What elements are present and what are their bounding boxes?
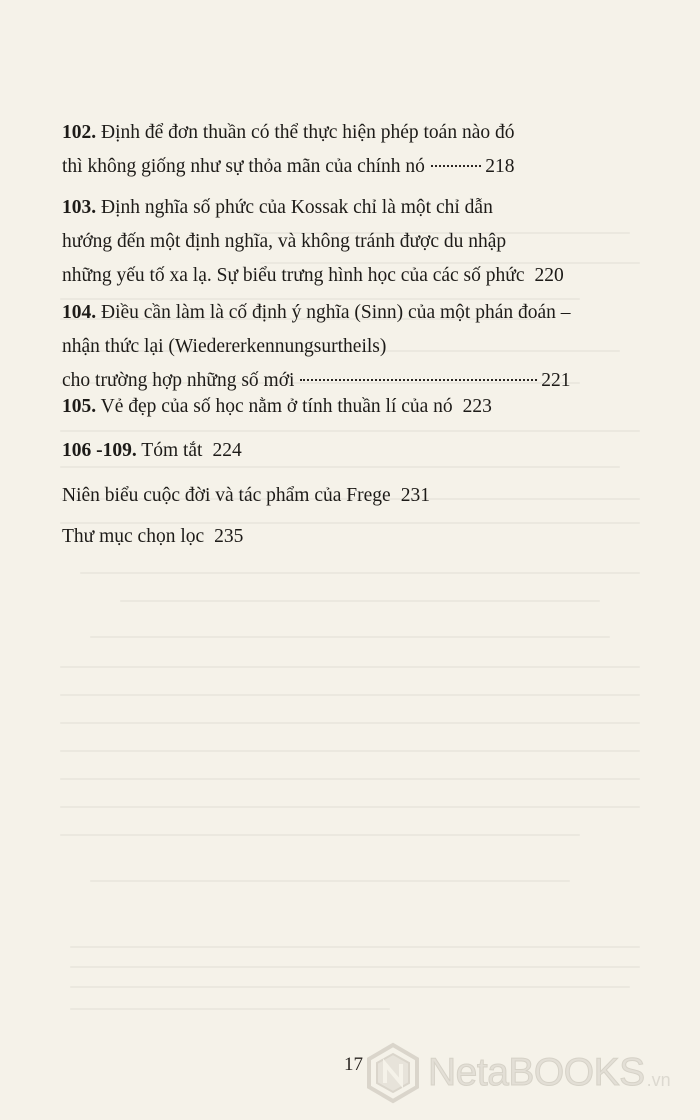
toc-page-number: 223 — [462, 396, 492, 417]
toc-entry-number: 104. — [62, 302, 97, 323]
bleed-through-line — [60, 806, 640, 808]
netabooks-logo-icon — [362, 1042, 424, 1104]
bleed-through-line — [70, 946, 640, 948]
toc-entry-title: thì không giống như sự thỏa mãn của chính nó — [62, 156, 425, 177]
bleed-through-line — [60, 834, 580, 836]
toc-page-number: 220 — [534, 265, 564, 286]
toc-entry-last-line — [62, 259, 564, 293]
toc-entry-line: nhận thức lại (Wiedererkennungsurtheils) — [62, 336, 387, 357]
toc-entry-line — [62, 191, 564, 225]
toc-page-number: 231 — [400, 485, 430, 506]
toc-entry-last-line — [62, 434, 242, 468]
bleed-through-line — [60, 750, 640, 752]
bleed-through-line — [90, 636, 610, 638]
toc-entry-line: hướng đến một định nghĩa, và không tránh được du nhập — [62, 231, 507, 252]
toc-entry-title: Niên biểu cuộc đời và tác phẩm của Frege — [62, 485, 391, 506]
toc-entry-last-line — [62, 520, 243, 554]
toc-entry-number: 103. — [62, 197, 97, 218]
toc-page-number: 218 — [485, 156, 515, 177]
toc-entry-104 — [62, 296, 571, 398]
toc-entry-title: những yếu tố xa lạ. Sự biểu trưng hình học của các số phức — [62, 265, 525, 286]
toc-entry-102 — [62, 116, 515, 184]
toc-page-number: 224 — [212, 440, 242, 461]
toc-entry-number: 106 -109. — [62, 440, 137, 461]
toc-entry-title: Thư mục chọn lọc — [62, 526, 205, 547]
bleed-through-line — [60, 694, 640, 696]
bleed-through-line — [60, 778, 640, 780]
toc-entry-chronology — [62, 479, 430, 513]
bleed-through-line — [80, 572, 640, 574]
toc-page-number: 221 — [541, 370, 571, 391]
watermark-domain: .vn — [646, 1069, 671, 1090]
dot-leader — [300, 379, 537, 381]
toc-entry-last-line — [62, 479, 430, 513]
bleed-through-line — [90, 880, 570, 882]
toc-entry-title: Định nghĩa số phức của Kossak chỉ là một chỉ dẫn — [101, 197, 493, 218]
toc-entry-line — [62, 296, 571, 330]
toc-entry-bibliography — [62, 520, 243, 554]
toc-entry-number: 105. — [62, 396, 97, 417]
bleed-through-line — [60, 722, 640, 724]
bleed-through-line — [60, 430, 640, 432]
toc-page-number: 235 — [214, 526, 244, 547]
bleed-through-line — [70, 1008, 390, 1010]
bleed-through-line — [60, 666, 640, 668]
toc-entry-105 — [62, 390, 492, 424]
toc-entry-number: 102. — [62, 122, 97, 143]
toc-entry-title-text: Vẻ đẹp của số học nằm ở tính thuần lí của nó — [100, 396, 453, 417]
toc-entry-title: Điều cần làm là cố định ý nghĩa (Sinn) của một phán đoán – — [101, 302, 571, 323]
toc-entry-106-109 — [62, 434, 242, 468]
bleed-through-line — [120, 600, 600, 602]
toc-entry-line — [62, 116, 515, 150]
bleed-through-line — [70, 986, 630, 988]
watermark-brand: NetaBOOKS — [428, 1051, 645, 1094]
netabooks-watermark — [362, 1040, 692, 1106]
dot-leader — [431, 165, 481, 167]
page-number: 17 — [344, 1054, 363, 1075]
toc-entry-title — [62, 390, 453, 424]
toc-entry-title — [62, 434, 202, 468]
toc-entry-last-line — [62, 150, 515, 184]
toc-entry-title: Định để đơn thuần có thể thực hiện phép toán nào đó — [101, 122, 515, 143]
toc-entry-last-line — [62, 390, 492, 424]
toc-entry-title-text: Tóm tắt — [141, 440, 203, 461]
bleed-through-line — [70, 966, 640, 968]
toc-entry-103 — [62, 191, 564, 293]
toc-entry-title: cho trường hợp những số mới — [62, 370, 295, 391]
